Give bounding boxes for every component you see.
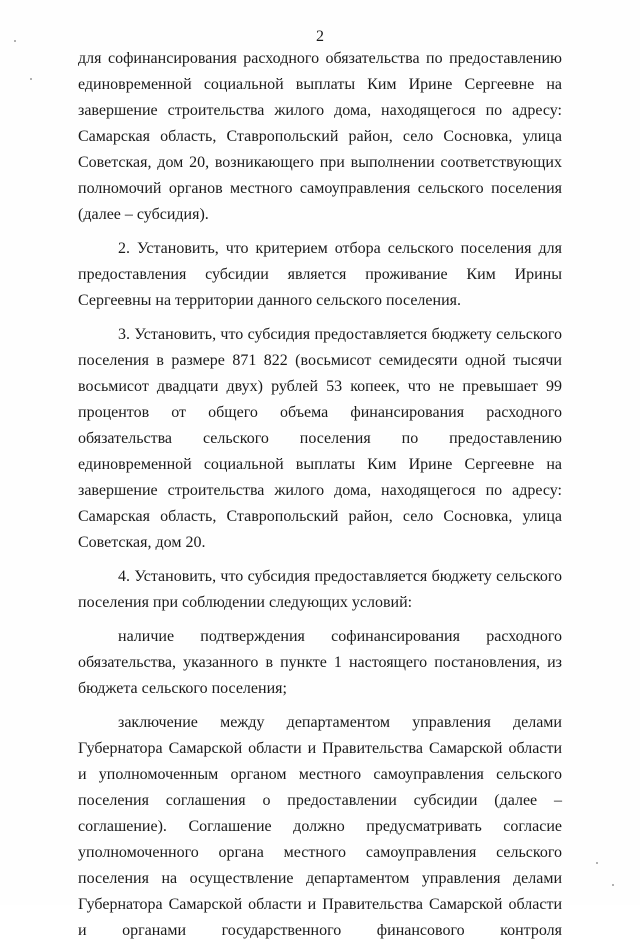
paragraph-condition-agreement: заключение между департаментом управления делами Губернатора Самарской области и Правительства Самарской области и уполномоченным органом местного самоуправления сельского поселения соглашения о предоставлении субсидии (далее – соглашение). Соглашение должно предусматривать согласие уполномоченного органа местного самоуправления сельского поселения на осуществление департаментом управления делами Губернатора Самарской области и Правительства Самарской области и органами государственного финансового контроля xyxy=(78,714,562,939)
scan-speck xyxy=(596,862,598,864)
paragraph-subsidy-purpose: для софинансирования расходного обязательства по предоставлению единовременной социальной выплаты Ким Ирине Сергеевне на завершение строительства жилого дома, находящегося по адресу: Самарская область, Ставропольский район, село Сосновка, улица Советская, дом 20, возникающего при выполнении соответствующих полномочий органов местного самоуправления сельского поселения (далее – субсидия). xyxy=(78,50,562,223)
paragraph-item-4: 4. Установить, что субсидия предоставляется бюджету сельского поселения при соблюдении следующих условий: xyxy=(78,568,562,611)
paragraph-item-3: 3. Установить, что субсидия предоставляется бюджету сельского поселения в размере 871 822 (восьмисот семидесяти одной тысячи восьмисот двадцати двух) рублей 53 копеек, что не превышает 99 процентов от общего объема финансирования расходного обязательства сельского поселения по предоставлению единовременной социальной выплаты Ким Ирине Сергеевне на завершение строительства жилого дома, находящегося по адресу: Самарская область, Ставропольский район, село Сосновка, улица Советская, дом 20. xyxy=(78,326,562,551)
paragraph-condition-cofinancing: наличие подтверждения софинансирования расходного обязательства, указанного в пункте 1 настоящего постановления, из бюджета сельского поселения; xyxy=(78,628,562,697)
scan-speck xyxy=(30,78,32,80)
scan-speck xyxy=(14,40,16,42)
page-number: 2 xyxy=(316,28,324,45)
document-body xyxy=(78,46,562,952)
paragraph-item-2: 2. Установить, что критерием отбора сельского поселения для предоставления субсидии является проживание Ким Ирины Сергеевны на территории данного сельского поселения. xyxy=(78,240,562,309)
scan-speck xyxy=(612,884,614,886)
